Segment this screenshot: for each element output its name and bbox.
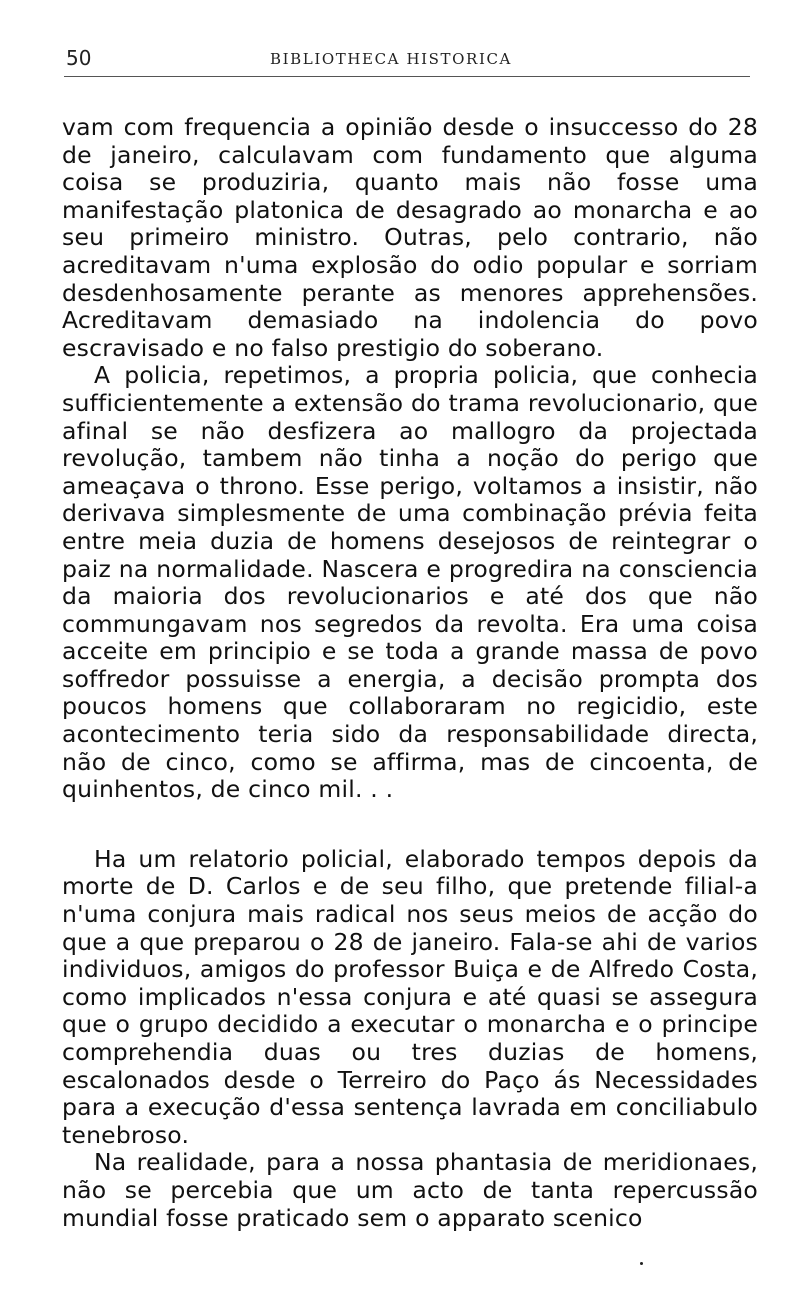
ink-dot bbox=[640, 1262, 643, 1265]
paragraph-4: Na realidade, para a nossa phantasia de meridionaes, não se percebia que um acto de tanta repercussão mundial fosse praticado sem o apparato scenico bbox=[62, 1148, 758, 1232]
header-rule bbox=[64, 76, 750, 77]
paragraph-2: A policia, repetimos, a propria policia, que conhecia sufficientemente a extensão do trama revolucionario, que afinal se não desfizera ao mallogro da projectada revolução, tambem não tinha a noção do perigo que ameaçava o throno. Esse perigo, voltamos a insistir, não derivava simplesmente de uma combinação prévia feita entre meia duzia de homens desejosos de reintegrar o paiz na normalidade. Nascera e progredira na consciencia da maioria dos revolucionarios e até dos que não commungavam nos segredos da revolta. Era uma coisa acceite em principio e se toda a grande massa de povo soffredor possuisse a energia, a decisão prompta dos poucos homens que collaboraram no regicidio, este acontecimento teria sido da responsabilidade directa, não de cinco, como se affirma, mas de cincoenta, de quinhentos, de cinco mil. . . bbox=[62, 361, 758, 804]
page-header bbox=[62, 46, 752, 74]
page-number: 50 bbox=[66, 46, 92, 70]
body-text bbox=[62, 114, 758, 1232]
running-title: BIBLIOTHECA HISTORICA bbox=[270, 50, 512, 68]
paragraph-1: vam com frequencia a opinião desde o insuccesso do 28 de janeiro, calculavam com fundamento que alguma coisa se produziria, quanto mais não fosse uma manifestação platonica de desagrado ao monarcha e ao seu primeiro ministro. Outras, pelo contrario, não acreditavam n'uma explosão do odio popular e sorriam desdenhosamente perante as menores apprehensões. Acreditavam demasiado na indolencia do povo escravisado e no falso prestigio do soberano. bbox=[62, 113, 758, 362]
paragraph-3: Ha um relatorio policial, elaborado tempos depois da morte de D. Carlos e de seu filho, que pretende filial-a n'uma conjura mais radical nos seus meios de acção do que a que preparou o 28 de janeiro. Fala-se ahi de varios individuos, amigos do professor Buiça e de Alfredo Costa, como implicados n'essa conjura e até quasi se assegura que o grupo decidido a executar o monarcha e o principe comprehendia duas ou tres duzias de homens, escalonados desde o Terreiro do Paço ás Necessidades para a execução d'essa sentença lavrada em conciliabulo tenebroso. bbox=[62, 844, 758, 1149]
